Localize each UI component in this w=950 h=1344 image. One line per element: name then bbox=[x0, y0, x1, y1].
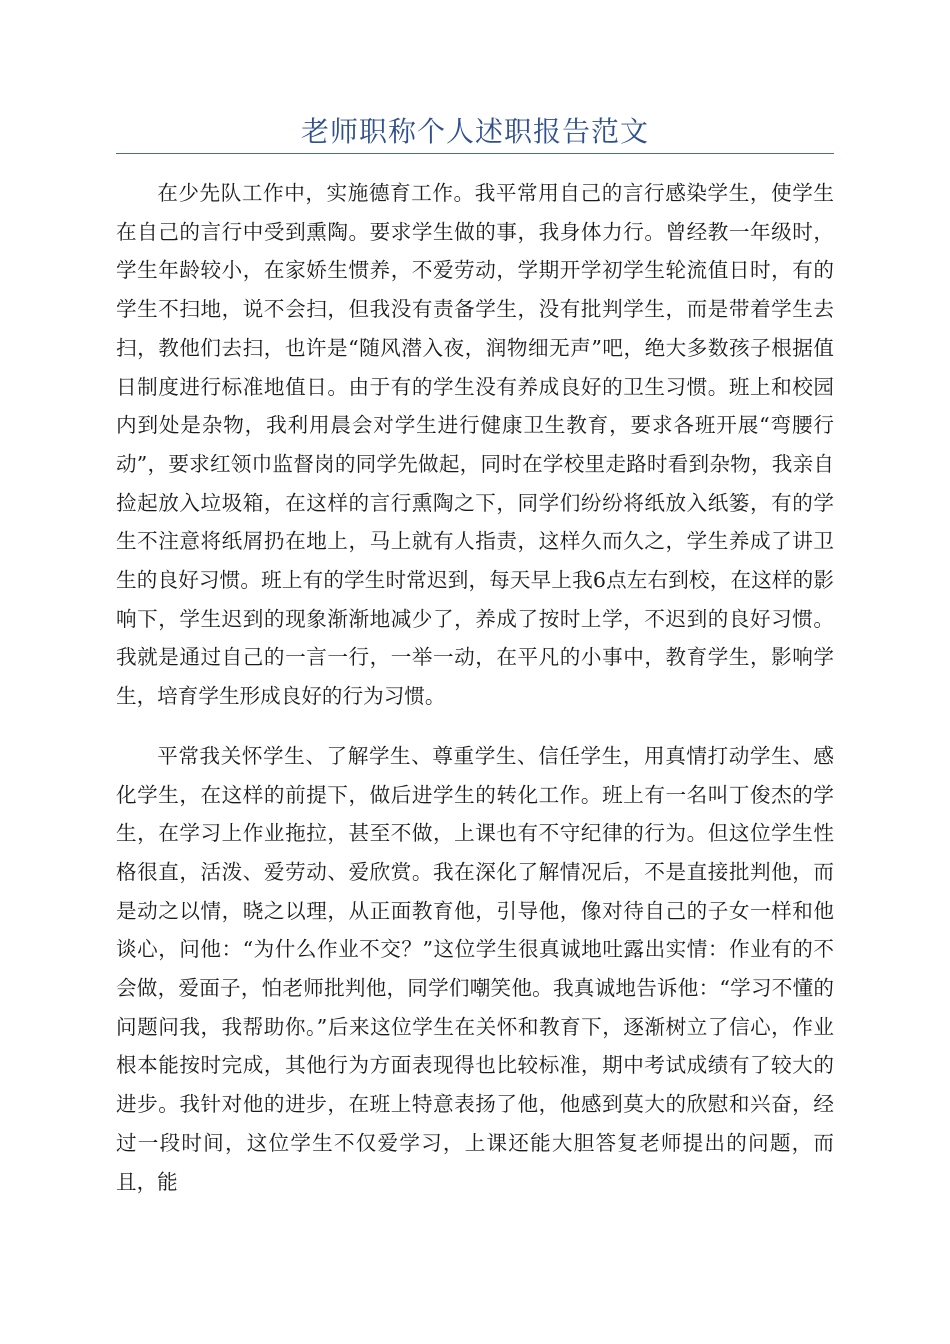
paragraph-1: 在少先队工作中，实施德育工作。我平常用自己的言行感染学生，使学生在自己的言行中受到熏陶。要求学生做的事，我身体力行。曾经教一年级时，学生年龄较小，在家娇生惯养，不爱劳动，学期开学初学生轮流值日时，有的学生不扫地，说不会扫，但我没有责备学生，没有批判学生，而是带着学生去扫，教他们去扫，也许是“随风潜入夜，润物细无声”吧，绝大多数孩子根据值日制度进行标准地值日。由于有的学生没有养成良好的卫生习惯。班上和校园内到处是杂物，我利用晨会对学生进行健康卫生教育，要求各班开展“弯腰行动”，要求红领巾监督岗的同学先做起，同时在学校里走路时看到杂物，我亲自捡起放入垃圾箱，在这样的言行熏陶之下，同学们纷纷将纸放入纸篓，有的学生不注意将纸屑扔在地上，马上就有人指责，这样久而久之，学生养成了讲卫生的良好习惯。班上有的学生时常迟到，每天早上我6点左右到校，在这样的影响下，学生迟到的现象渐渐地减少了，养成了按时上学，不迟到的良好习惯。我就是通过自己的一言一行，一举一动，在平凡的小事中，教育学生，影响学生，培育学生形成良好的行为习惯。 bbox=[116, 181, 834, 709]
title-underline bbox=[116, 153, 834, 154]
paragraph-2: 平常我关怀学生、了解学生、尊重学生、信任学生，用真情打动学生、感化学生，在这样的前提下，做后进学生的转化工作。班上有一名叫丁俊杰的学生，在学习上作业拖拉，甚至不做，上课也有不守纪律的行为。但这位学生性格很直，活泼、爱劳动、爱欣赏。我在深化了解情况后，不是直接批判他，而是动之以情，晓之以理，从正面教育他，引导他，像对待自己的子女一样和他谈心，问他：“为什么作业不交？”这位学生很真诚地吐露出实情：作业有的不会做，爱面子，怕老师批判他，同学们嘲笑他。我真诚地告诉他：“学习不懂的问题问我，我帮助你。”后来这位学生在关怀和教育下，逐渐树立了信心，作业根本能按时完成，其他行为方面表现得也比较标准，期中考试成绩有了较大的进步。我针对他的进步，在班上特意表扬了他，他感到莫大的欣慰和兴奋，经过一段时间，这位学生不仅爱学习，上课还能大胆答复老师提出的问题，而且，能 bbox=[116, 743, 834, 1194]
document-title: 老师职称个人述职报告范文 bbox=[300, 115, 649, 148]
document-body bbox=[116, 174, 834, 1222]
